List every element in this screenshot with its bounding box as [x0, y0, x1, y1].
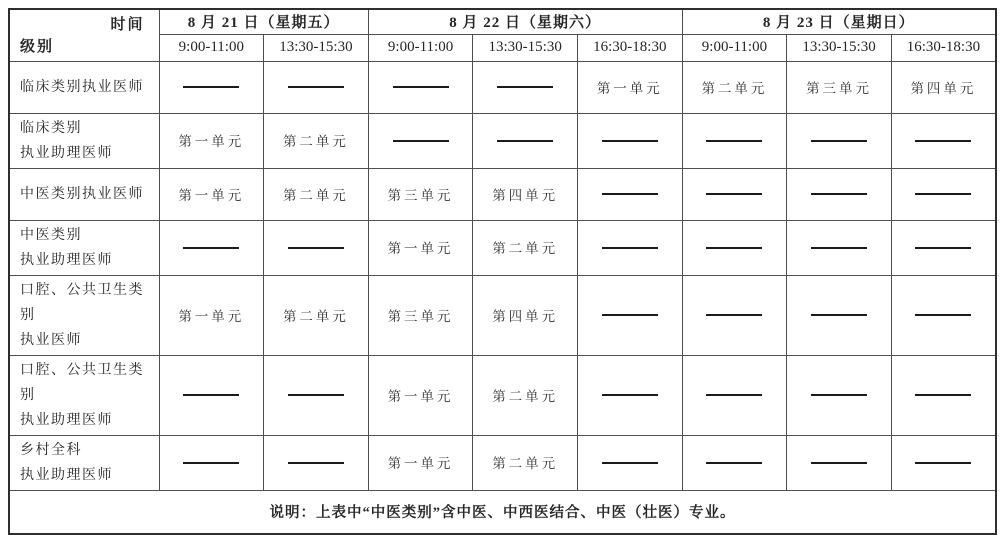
date-header-2: 8 月 22 日（星期六）: [368, 9, 682, 34]
dash-icon: [602, 140, 658, 142]
unit-label: 第二单元: [282, 308, 349, 324]
row-label-line: 口腔、公共卫生类别: [20, 362, 144, 403]
empty-cell: [682, 435, 787, 490]
row-label-line: 执业助理医师: [20, 145, 113, 161]
empty-cell: [787, 435, 892, 490]
row-label: [9, 435, 159, 490]
dash-icon: [288, 394, 344, 396]
dash-icon: [288, 462, 344, 464]
dash-icon: [183, 86, 239, 88]
date-header-row: [9, 9, 996, 34]
row-label-line: 口腔、公共卫生类别: [20, 282, 144, 323]
unit-cell: [682, 61, 787, 113]
row-label: [9, 113, 159, 168]
dash-icon: [183, 462, 239, 464]
unit-cell: [264, 113, 369, 168]
dash-icon: [706, 462, 762, 464]
empty-cell: [159, 61, 264, 113]
unit-cell: [473, 435, 578, 490]
dash-icon: [288, 247, 344, 249]
empty-cell: [787, 275, 892, 355]
row-label-line: 临床类别: [20, 120, 82, 136]
row-label-line: 执业医师: [20, 332, 82, 348]
row-label: [9, 220, 159, 275]
dash-icon: [811, 394, 867, 396]
note-row: [9, 490, 996, 534]
dash-icon: [602, 247, 658, 249]
unit-cell: [368, 435, 473, 490]
unit-cell: [368, 355, 473, 435]
table-row: [9, 220, 996, 275]
date-header-3: 8 月 23 日（星期日）: [682, 9, 996, 34]
empty-cell: [682, 220, 787, 275]
unit-cell: [473, 355, 578, 435]
row-label-line: 中医类别执业医师: [20, 186, 144, 202]
unit-label: 第二单元: [492, 388, 559, 404]
time-header-2-3: 16:30-18:30: [578, 34, 683, 61]
dash-icon: [602, 193, 658, 195]
empty-cell: [578, 435, 683, 490]
row-label-line: 临床类别执业医师: [20, 79, 144, 95]
empty-cell: [368, 61, 473, 113]
empty-cell: [578, 275, 683, 355]
dash-icon: [915, 314, 971, 316]
dash-icon: [811, 140, 867, 142]
unit-label: 第二单元: [282, 187, 349, 203]
empty-cell: [787, 113, 892, 168]
empty-cell: [264, 61, 369, 113]
empty-cell: [159, 220, 264, 275]
dash-icon: [288, 86, 344, 88]
table-row: [9, 355, 996, 435]
time-header-1-2: 13:30-15:30: [264, 34, 369, 61]
empty-cell: [578, 355, 683, 435]
empty-cell: [578, 220, 683, 275]
dash-icon: [602, 314, 658, 316]
unit-cell: [368, 275, 473, 355]
exam-schedule-table: [8, 8, 997, 535]
unit-cell: [264, 275, 369, 355]
table-row: [9, 275, 996, 355]
unit-cell: [578, 61, 683, 113]
dash-icon: [915, 462, 971, 464]
empty-cell: [682, 275, 787, 355]
empty-cell: [891, 435, 996, 490]
dash-icon: [706, 314, 762, 316]
row-label: [9, 61, 159, 113]
empty-cell: [682, 355, 787, 435]
unit-label: 第一单元: [178, 187, 245, 203]
unit-label: 第一单元: [178, 134, 245, 149]
empty-cell: [264, 355, 369, 435]
dash-icon: [811, 314, 867, 316]
unit-label: 第三单元: [806, 80, 873, 96]
table-row: [9, 435, 996, 490]
row-label-line: 中医类别: [20, 227, 82, 243]
dash-icon: [393, 86, 449, 88]
note-cell: [9, 490, 996, 534]
dash-icon: [915, 193, 971, 195]
unit-cell: [159, 168, 264, 220]
unit-label: 第四单元: [910, 80, 977, 96]
empty-cell: [787, 355, 892, 435]
time-header-2-1: 9:00-11:00: [368, 34, 473, 61]
row-label-line: 乡村全科: [20, 442, 82, 458]
dash-icon: [706, 140, 762, 142]
table-header: [9, 9, 996, 61]
empty-cell: [891, 113, 996, 168]
empty-cell: [159, 435, 264, 490]
empty-cell: [891, 168, 996, 220]
time-header-3-1: 9:00-11:00: [682, 34, 787, 61]
unit-cell: [159, 113, 264, 168]
empty-cell: [578, 168, 683, 220]
empty-cell: [159, 355, 264, 435]
dash-icon: [706, 247, 762, 249]
empty-cell: [891, 220, 996, 275]
dash-icon: [915, 140, 971, 142]
table-row: [9, 113, 996, 168]
time-header-2-2: 13:30-15:30: [473, 34, 578, 61]
table-row: [9, 61, 996, 113]
unit-label: 第二单元: [492, 456, 559, 471]
unit-cell: [787, 61, 892, 113]
row-label: [9, 168, 159, 220]
unit-label: 第二单元: [492, 241, 559, 256]
note-text: 说明：上表中“中医类别”含中医、中西医结合、中医（壮医）专业。: [269, 505, 736, 522]
dash-icon: [183, 247, 239, 249]
dash-icon: [811, 462, 867, 464]
empty-cell: [473, 113, 578, 168]
empty-cell: [473, 61, 578, 113]
unit-cell: [473, 168, 578, 220]
row-label-line: 执业助理医师: [20, 252, 113, 268]
empty-cell: [264, 220, 369, 275]
dash-icon: [811, 193, 867, 195]
corner-header-cell: [9, 9, 159, 61]
row-label-line: 执业助理医师: [20, 467, 113, 483]
empty-cell: [368, 113, 473, 168]
unit-label: 第二单元: [701, 80, 768, 96]
empty-cell: [682, 168, 787, 220]
row-label: [9, 275, 159, 355]
empty-cell: [264, 435, 369, 490]
table-row: [9, 168, 996, 220]
row-label-line: 执业助理医师: [20, 412, 113, 428]
row-label: [9, 355, 159, 435]
unit-label: 第一单元: [387, 388, 454, 404]
empty-cell: [787, 220, 892, 275]
time-header-3-3: 16:30-18:30: [891, 34, 996, 61]
dash-icon: [602, 462, 658, 464]
dash-icon: [706, 394, 762, 396]
time-header-1-1: 9:00-11:00: [159, 34, 264, 61]
empty-cell: [578, 113, 683, 168]
unit-label: 第一单元: [596, 80, 663, 96]
dash-icon: [497, 140, 553, 142]
unit-label: 第二单元: [282, 134, 349, 149]
unit-cell: [368, 220, 473, 275]
empty-cell: [682, 113, 787, 168]
unit-cell: [473, 275, 578, 355]
unit-label: 第一单元: [387, 241, 454, 256]
unit-label: 第一单元: [178, 308, 245, 324]
dash-icon: [393, 140, 449, 142]
date-header-1: 8 月 21 日（星期五）: [159, 9, 368, 34]
schedule-body: [9, 61, 996, 490]
corner-level-label: 级别: [20, 38, 55, 55]
unit-label: 第三单元: [387, 308, 454, 324]
unit-cell: [368, 168, 473, 220]
empty-cell: [891, 275, 996, 355]
unit-label: 第四单元: [492, 308, 559, 324]
time-header-3-2: 13:30-15:30: [787, 34, 892, 61]
corner-time-label: 时间: [110, 17, 145, 33]
dash-icon: [915, 394, 971, 396]
dash-icon: [497, 86, 553, 88]
unit-cell: [473, 220, 578, 275]
dash-icon: [706, 193, 762, 195]
empty-cell: [891, 355, 996, 435]
table-footer: [9, 490, 996, 534]
unit-cell: [264, 168, 369, 220]
dash-icon: [602, 394, 658, 396]
dash-icon: [915, 247, 971, 249]
dash-icon: [183, 394, 239, 396]
empty-cell: [787, 168, 892, 220]
unit-label: 第一单元: [387, 456, 454, 471]
unit-cell: [159, 275, 264, 355]
unit-label: 第三单元: [387, 187, 454, 203]
unit-label: 第四单元: [492, 187, 559, 203]
unit-cell: [891, 61, 996, 113]
dash-icon: [811, 247, 867, 249]
